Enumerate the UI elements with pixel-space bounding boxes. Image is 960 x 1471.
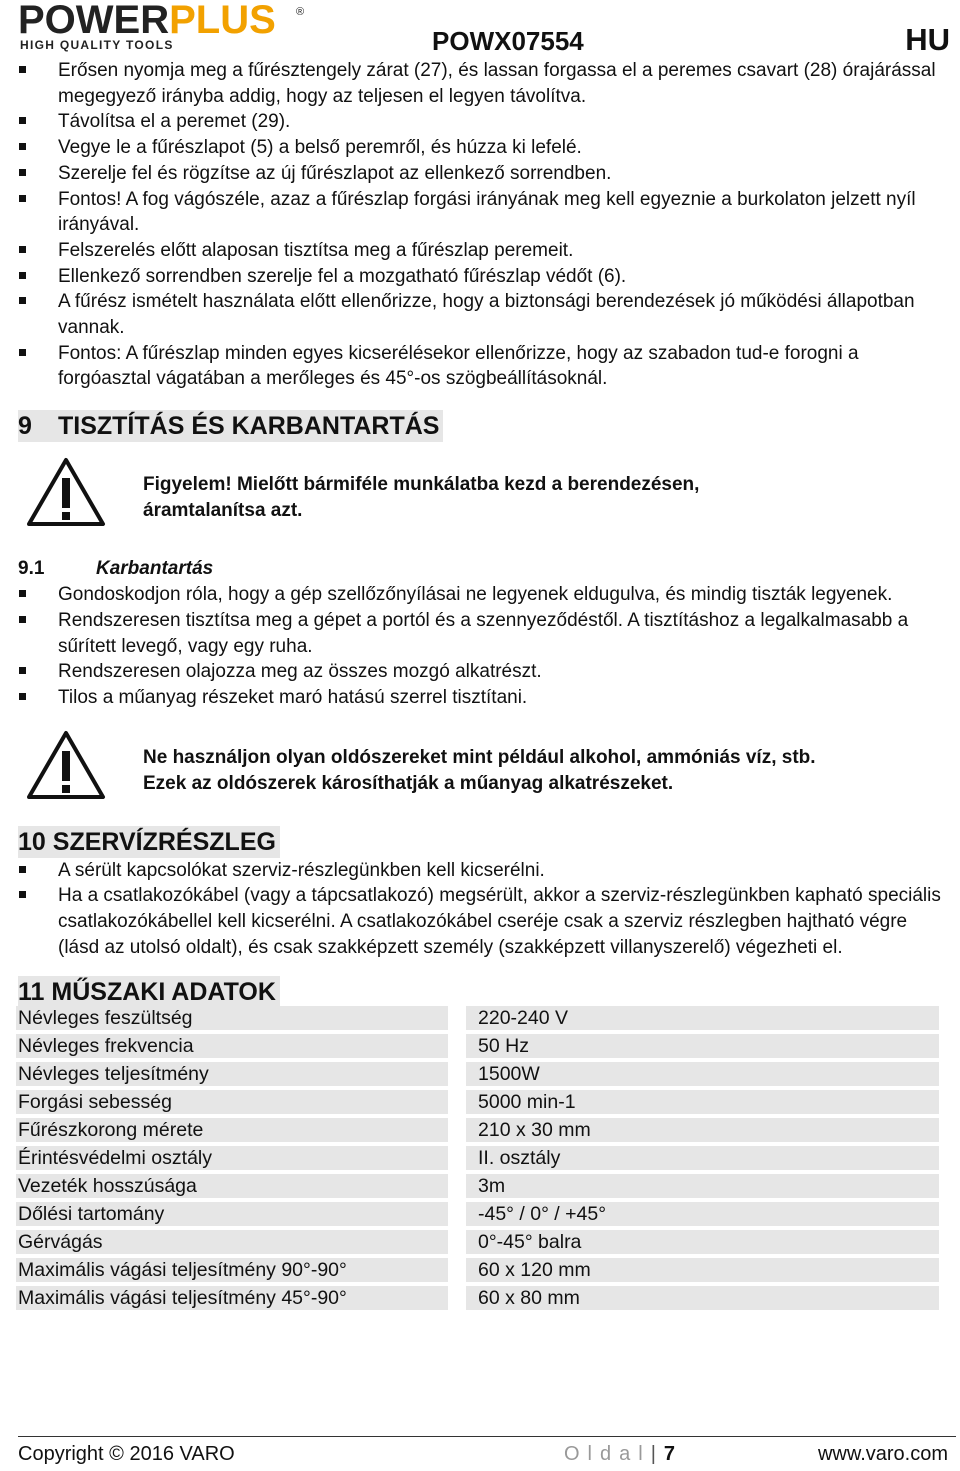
warning-triangle-icon — [26, 456, 106, 528]
spec-value: II. osztály — [466, 1146, 939, 1170]
logo-main-text: POWER — [18, 0, 170, 42]
language-code: HU — [905, 22, 950, 57]
section-number: 11 — [18, 978, 45, 1007]
page-content — [18, 58, 943, 1314]
section-heading-technical-data — [18, 976, 280, 1008]
copyright-text: Copyright © 2016 VARO — [18, 1443, 235, 1465]
spec-label: Vezeték hosszúsága — [16, 1174, 448, 1198]
powerplus-logo — [18, 0, 308, 52]
section-title: SZERVÍZRÉSZLEG — [52, 827, 276, 856]
list-item: Szerelje fel és rögzítse az új fűrészlapot az ellenkező sorrendben. — [18, 161, 943, 187]
solvent-warning-block — [18, 729, 943, 809]
page-number: 7 — [663, 1443, 676, 1465]
blade-replacement-list — [18, 58, 943, 392]
list-item: A fűrész ismételt használata előtt ellenőrizze, hogy a biztonsági berendezések jó működési állapotban vannak. — [18, 289, 943, 340]
section-number: 9 — [18, 412, 32, 441]
spec-value: 60 x 120 mm — [466, 1258, 939, 1282]
list-item: Ellenkező sorrendben szerelje fel a mozgatható fűrészlap védőt (6). — [18, 264, 943, 290]
spec-label: Névleges feszültség — [16, 1006, 448, 1030]
page-indicator — [564, 1443, 675, 1466]
page-header — [0, 0, 960, 58]
table-row — [16, 1118, 939, 1142]
logo-accent-text: PLUS — [169, 0, 276, 42]
website-text: www.varo.com — [817, 1443, 948, 1465]
spec-value: 220-240 V — [466, 1006, 939, 1030]
list-item: A sérült kapcsolókat szerviz-részlegünkben kell kicserélni. — [18, 858, 943, 884]
spec-label: Dőlési tartomány — [16, 1202, 448, 1226]
list-item: Felszerelés előtt alaposan tisztítsa meg a fűrészlap peremeit. — [18, 238, 943, 264]
warning-text: Ne használjon olyan oldószereket mint például alkohol, ammóniás víz, stb. Ezek az oldószerek károsíthatják a műanyag alkatrészeket. — [143, 746, 816, 794]
table-row — [16, 1286, 939, 1310]
section-heading-service — [18, 826, 280, 858]
table-row — [16, 1034, 939, 1058]
logo-registered-mark: ® — [296, 6, 305, 18]
spec-label: Névleges teljesítmény — [16, 1062, 448, 1086]
list-item: Ha a csatlakozókábel (vagy a tápcsatlakozó) megsérült, akkor a szerviz-részlegünkben kapható speciális csatlakozókábellel kell kicserélni. A csatlakozókábel cseréje csak a szerviz részlegben hajtható végre (lásd az utolsó oldalt), és csak szakképzett személy (szakképzett villanyszerelő) végezheti el. — [18, 883, 943, 960]
warning-triangle-icon — [26, 729, 106, 801]
spec-value: 50 Hz — [466, 1034, 939, 1058]
subsection-heading-maintenance — [18, 556, 943, 582]
model-number: POWX07554 — [432, 26, 584, 56]
list-item: Rendszeresen tisztítsa meg a gépet a portól és a szennyeződéstől. A tisztításhoz a legalkalmasabb a sűrített levegő, vagy egy ruha. — [18, 608, 943, 659]
list-item: Fontos: A fűrészlap minden egyes kicserélésekor ellenőrizze, hogy az szabadon tud-e forogni a forgóasztal vágatában a merőleges és 45°-os szögbeállításoknál. — [18, 341, 943, 392]
table-row — [16, 1202, 939, 1226]
spec-value: 5000 min-1 — [466, 1090, 939, 1114]
spec-value: 210 x 30 mm — [466, 1118, 939, 1142]
service-list — [18, 858, 943, 961]
spec-value: 0°-45° balra — [466, 1230, 939, 1254]
section-number: 10 — [18, 827, 46, 856]
list-item: Távolítsa el a peremet (29). — [18, 109, 943, 135]
subsection-number: 9.1 — [18, 558, 45, 580]
list-item: Gondoskodjon róla, hogy a gép szellőzőnyílásai ne legyenek eldugulva, és mindig tiszták legyenek. — [18, 582, 943, 608]
spec-value: 1500W — [466, 1062, 939, 1086]
list-item: Rendszeresen olajozza meg az összes mozgó alkatrészt. — [18, 659, 943, 685]
list-item: Tilos a műanyag részeket maró hatású szerrel tisztítani. — [18, 685, 943, 711]
table-row — [16, 1062, 939, 1086]
page-footer — [18, 1436, 956, 1471]
warning-text: Figyelem! Mielőtt bármiféle munkálatba kezd a berendezésen, áramtalanítsa azt. — [143, 474, 700, 522]
page-word: Oldal — [564, 1443, 651, 1465]
spec-label: Fűrészkorong mérete — [16, 1118, 448, 1142]
spec-label: Maximális vágási teljesítmény 90°-90° — [16, 1258, 448, 1282]
warning-block — [18, 456, 943, 536]
table-row — [16, 1146, 939, 1170]
section-heading-cleaning — [18, 410, 443, 442]
table-row — [16, 1258, 939, 1282]
table-row — [16, 1230, 939, 1254]
spec-value: -45° / 0° / +45° — [466, 1202, 939, 1226]
table-row — [16, 1006, 939, 1030]
section-title: TISZTÍTÁS ÉS KARBANTARTÁS — [58, 412, 440, 441]
spec-label: Érintésvédelmi osztály — [16, 1146, 448, 1170]
maintenance-list — [18, 582, 943, 711]
spec-label: Forgási sebesség — [16, 1090, 448, 1114]
technical-data-table — [16, 1002, 939, 1314]
spec-value: 3m — [466, 1174, 939, 1198]
list-item: Fontos! A fog vágószéle, azaz a fűrészlap forgási irányának meg kell egyeznie a burkolaton jelzett nyíl irányával. — [18, 187, 943, 238]
spec-label: Névleges frekvencia — [16, 1034, 448, 1058]
section-title: MŰSZAKI ADATOK — [51, 978, 276, 1007]
spec-value: 60 x 80 mm — [466, 1286, 939, 1310]
spec-label: Maximális vágási teljesítmény 45°-90° — [16, 1286, 448, 1310]
table-row — [16, 1090, 939, 1114]
table-row — [16, 1174, 939, 1198]
list-item: Vegye le a fűrészlapot (5) a belső peremről, és húzza ki lefelé. — [18, 135, 943, 161]
list-item: Erősen nyomja meg a fűrésztengely zárat (27), és lassan forgassa el a peremes csavart (28) órajárással megegyező irányba addig, hogy az teljesen el legyen távolítva. — [18, 58, 943, 109]
subsection-title: Karbantartás — [96, 558, 214, 580]
spec-label: Gérvágás — [16, 1230, 448, 1254]
logo-tagline: HIGH QUALITY TOOLS — [20, 38, 174, 52]
page-separator: | — [650, 1443, 656, 1465]
